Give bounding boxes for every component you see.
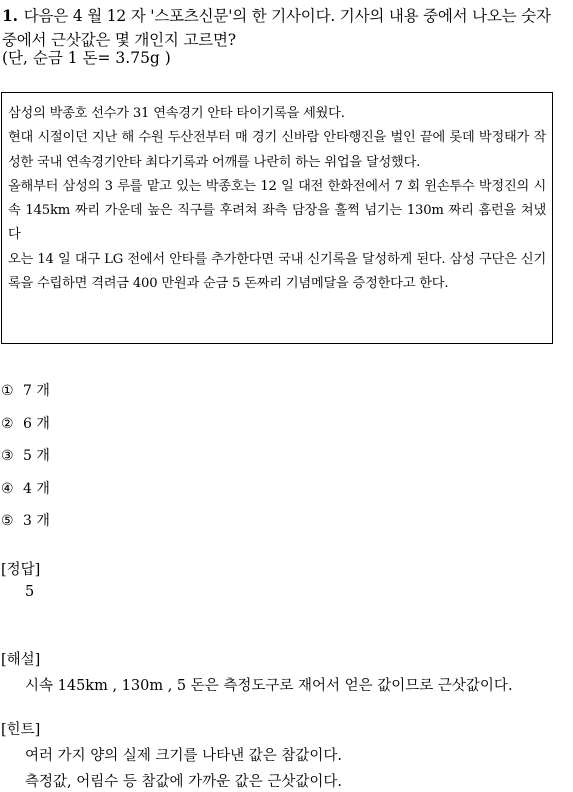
choice-3[interactable] bbox=[1, 446, 50, 479]
hint-line: 측정값, 어림수 등 참값에 가까운 값은 근삿값이다. bbox=[25, 774, 343, 790]
answer-value: 5 bbox=[25, 584, 35, 600]
question-number: 1. bbox=[2, 6, 18, 25]
explanation-label: [해설] bbox=[1, 652, 41, 668]
article-paragraph: 삼성의 박종호 선수가 31 연속경기 안타 타이기록을 세웠다. bbox=[8, 106, 345, 121]
choice-text: 3 개 bbox=[23, 513, 50, 529]
choice-text: 6 개 bbox=[23, 415, 50, 432]
choice-text: 7 개 bbox=[23, 383, 50, 399]
choice-text: 5 개 bbox=[23, 448, 50, 464]
choice-marker: ⑤ bbox=[1, 513, 14, 529]
choice-text: 4 개 bbox=[23, 480, 50, 497]
article-paragraph: 오는 14 일 대구 LG 전에서 안타를 추가한다면 국내 신기록을 달성하게 된다. 삼성 구단은 신기록을 수립하면 격려금 400 만원과 순금 5 돈짜리 기념메달을 증정한다고 한다. bbox=[8, 251, 546, 292]
article-paragraph: 현대 시절이던 지난 해 수원 두산전부터 매 경기 신바람 안타행진을 벌인 끝에 롯데 박정태가 작성한 국내 연속경기안타 최다기록과 어깨를 나란히 하는 위업을 달성했다. bbox=[8, 130, 546, 170]
choice-4[interactable] bbox=[1, 479, 50, 512]
answer-choices bbox=[1, 381, 50, 544]
hint-label: [힌트] bbox=[1, 722, 41, 738]
answer-label: [정답] bbox=[1, 562, 41, 578]
question-text: 다음은 4 월 12 자 '스포츠신문'의 한 기사이다. 기사의 내용 중에서 나오는 숫자 중에서 근삿값은 몇 개인지 고르면? bbox=[2, 7, 551, 49]
explanation-text: 시속 145km , 130m , 5 돈은 측정도구로 재어서 얻은 값이므로 근삿값이다. bbox=[25, 678, 513, 694]
choice-marker: ① bbox=[1, 383, 14, 399]
choice-5[interactable] bbox=[1, 511, 50, 544]
question-stem bbox=[2, 4, 567, 52]
choice-marker: ③ bbox=[1, 448, 14, 464]
article-paragraph: 올해부터 삼성의 3 루를 맡고 있는 박종호는 12 일 대전 한화전에서 7 회 윈손투수 박정진의 시속 145km 짜리 가운데 높은 직구를 후려쳐 좌측 담장을 훌쩍 넘기는 130m 짜리 홈런을 쳐냈다 bbox=[8, 178, 546, 243]
choice-marker: ② bbox=[1, 415, 14, 432]
question-note: (단, 순금 1 돈= 3.75g ) bbox=[2, 49, 171, 67]
choice-1[interactable] bbox=[1, 381, 50, 414]
article-box bbox=[1, 92, 553, 344]
choice-2[interactable] bbox=[1, 414, 50, 447]
hint-line: 여러 가지 양의 실제 크기를 나타낸 값은 참값이다. bbox=[25, 748, 343, 764]
choice-marker: ④ bbox=[1, 480, 14, 497]
